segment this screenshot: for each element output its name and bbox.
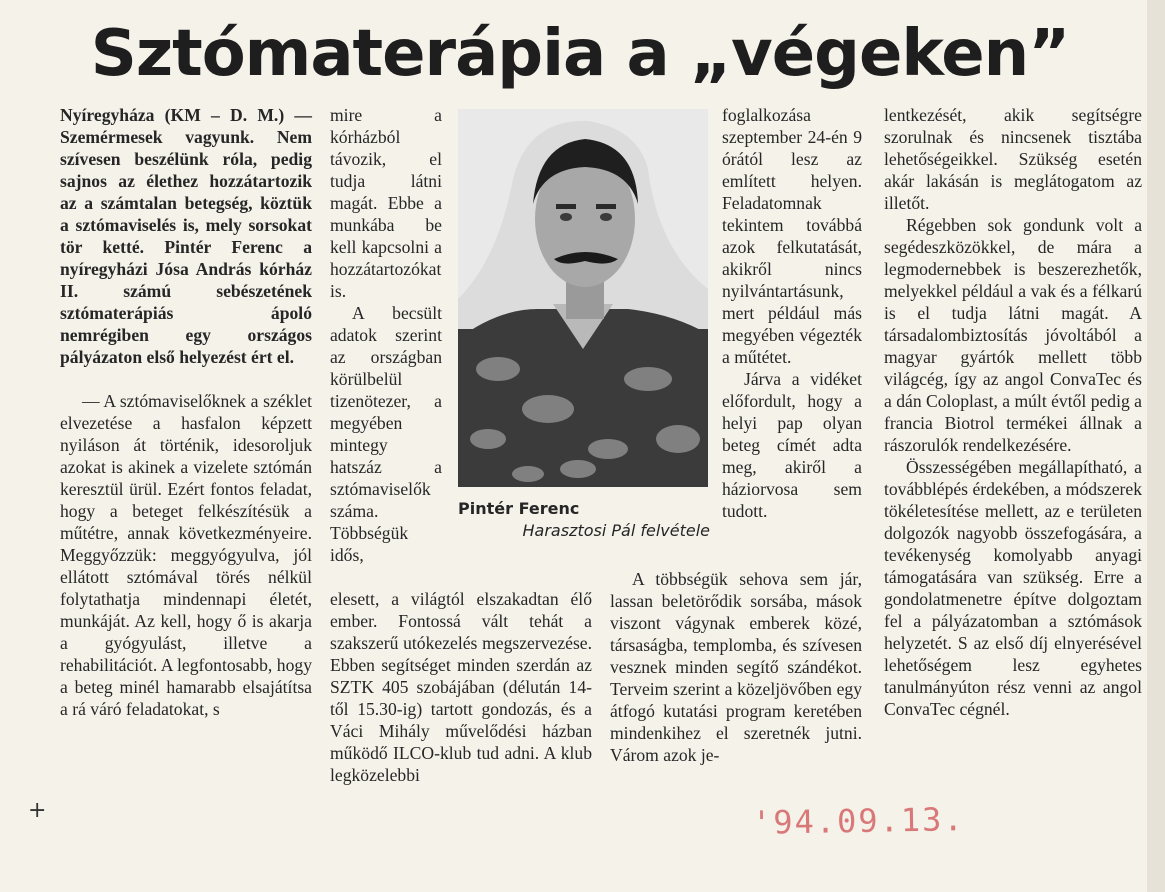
column-5 bbox=[884, 104, 1142, 720]
scan-edge bbox=[1147, 0, 1165, 892]
paragraph: Régebben sok gondunk volt a segédeszközökkel, de mára a legmodernebbek is beszerezhetők, melyekkel például a vak és a félkarú is el tudja látni magát. A társadalombiztosítás jóvoltából a magyar gyártók mellett több világcég, így az angol ConvaTec és a dán Coloplast, a múlt évtől pedig a francia Biotrol termékei állnak a rászorulók rendelkezésére. bbox=[884, 215, 1142, 455]
paragraph: A becsült adatok szerint az országban körülbelül tizenötezer, a megyében mintegy hatszáz a sztómaviselők száma. Többségük idős, bbox=[330, 303, 442, 565]
paragraph: foglalkozása szeptember 24-én 9 órától lesz az említett helyen. Feladatomnak tekintem továbbá azok felkutatását, akikről nincs nyilvántartásunk, mert például más megyében végezték a műtétet. bbox=[722, 105, 862, 367]
column-2-continued bbox=[330, 588, 592, 786]
paragraph: Járva a vidéket előfordult, hogy a helyi pap olyan beteg címét adta meg, akiről a háziorvosa sem tudott. bbox=[722, 369, 862, 521]
column-2 bbox=[330, 104, 442, 566]
column-4 bbox=[722, 104, 862, 522]
paragraph: mire a kórházból távozik, el tudja látni magát. Ebbe a munkába be kell kapcsolni a hozzátartozókat is. bbox=[330, 105, 442, 301]
article-headline: Sztómaterápia a „végeken” bbox=[90, 17, 1070, 91]
paragraph: Összességében megállapítható, a továbblépés érdekében, a módszerek tökéletesítése mellett, az e területen dolgozók nagyobb összefogására, a tevékenység komolyabb anyagi támogatására van szükség. Erre a gondolatmenetre építve dolgoztam fel a pályázatomban a sztómások helyzetét. S az első díj elnyerésével lehetőségem lesz egyhetes tanulmányúton rész venni az angol ConvaTec cégnél. bbox=[884, 457, 1142, 719]
caption-name: Pintér Ferenc bbox=[458, 499, 580, 518]
paragraph: — A sztómaviselőknek a széklet elvezetése a hasfalon képzett nyiláson át történik, idesoroljuk azokat is akinek a vizelete sztómán keresztül ürül. Ezért fontos feladat, hogy a beteget felkészítésük a műtétre, annak következményeire. Meggyőzzük: meggyógyulva, jól ellátott sztómával törés nélkül folytathatja mindennapi életét, munkáját. Az kell, hogy ő is akarja a gyógyulást, illetve a rehabilitációt. A legfontosabb, hogy a beteg minél hamarabb elsajátítsa a rá váró feladatokat, s bbox=[60, 391, 312, 719]
column-1 bbox=[60, 104, 312, 720]
paragraph: lentkezését, akik segítségre szorulnak és nincsenek tisztába lehetőségeikkel. Szükség esetén akár lakásán is meglátogatom az illetőt. bbox=[884, 105, 1142, 213]
lead-paragraph: Nyíregyháza (KM – D. M.) — Szemérmesek vagyunk. Nem szívesen beszélünk róla, pedig sajnos az élethez hozzátartozik az a számtalan betegség, köztük a sztómaviselés is, mely sorsokat tör ketté. Pintér Ferenc a nyíregyházi Jósa András kórház II. számú sebészetének sztómaterápiás ápoló nemrégiben egy országos pályázaton első helyezést ért el. bbox=[60, 105, 312, 367]
portrait-image bbox=[458, 109, 708, 487]
date-stamp: '94.09.13. bbox=[751, 800, 965, 842]
column-4-continued bbox=[610, 568, 862, 766]
photo-caption bbox=[456, 498, 710, 542]
margin-mark: + bbox=[28, 798, 47, 823]
portrait-photo bbox=[458, 109, 708, 487]
paragraph: A többségük sehova sem jár, lassan beletörődik sorsába, mások viszont vágynak emberek közé, társaságba, templomba, és szívesen vesznek minden segítő szándékot. Terveim szerint a közeljövőben egy átfogó kutatási program keretében mindenkihez el szeretnék jutni. Várom azok je- bbox=[610, 569, 862, 765]
caption-credit: Harasztosi Pál felvétele bbox=[522, 521, 710, 540]
paragraph: elesett, a világtól elszakadtan élő ember. Fontossá vált tehát a szakszerű utókezelés megszervezése. Ebben segítséget minden szerdán az SZTK 405 szobájában (délután 14-től 15.30-ig) tartott gondozás, és a Váci Mihály művelődési házban működő ILCO-klub tud adni. A klub legközelebbi bbox=[330, 589, 592, 785]
